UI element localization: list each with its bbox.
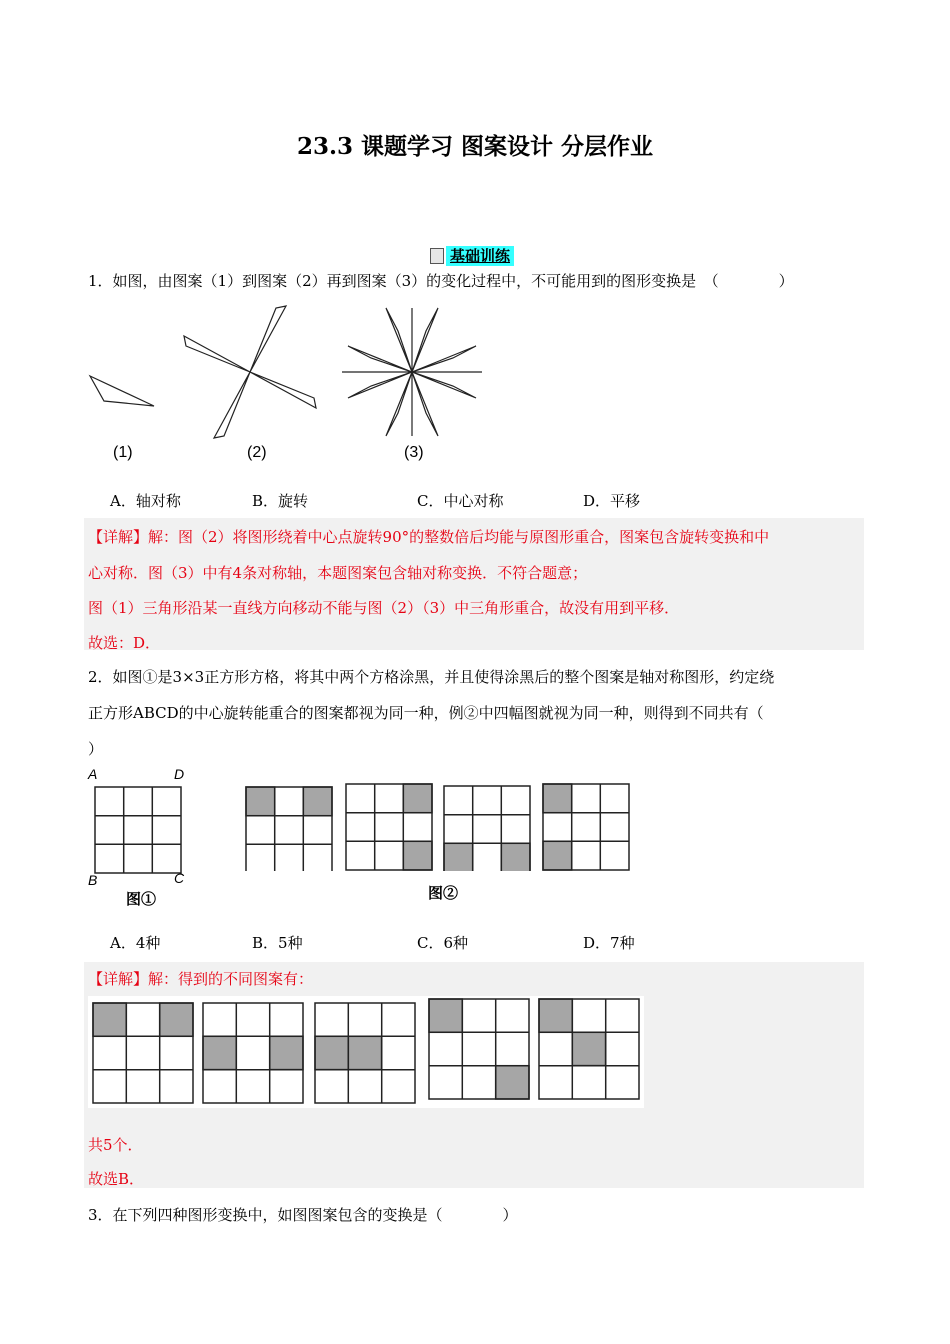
q2-answer-total: 共5个． [88, 1136, 143, 1154]
q1-option-d: D．平移 [583, 492, 641, 510]
corner-label-a: A [88, 766, 98, 782]
q1-fig-label-2: (2) [247, 444, 267, 461]
q2-stem-line-3: ） [88, 740, 104, 758]
q1-answer-line-4: 故选：D． [88, 634, 161, 652]
q1-fig1-triangle [90, 376, 154, 406]
q2-fig1-grid [94, 786, 182, 874]
q1-option-a: A．轴对称 [110, 492, 181, 510]
corner-label-c: C [174, 870, 185, 886]
section-badge [430, 245, 514, 267]
q2-fig2-grid-1 [246, 787, 332, 871]
q1-answer-line-3: 图（1）三角形沿某一直线方向移动不能与图（2）（3）中三角形重合，故没有用到平移． [88, 599, 680, 617]
corner-label-b: B [88, 872, 98, 888]
q2-fig2-grid-2 [346, 784, 432, 870]
q1-fig3-star [342, 308, 482, 436]
q1-answer-tag: 【详解】 [88, 528, 149, 546]
corner-label-d: D [174, 766, 185, 782]
q1-option-b: B．旋转 [252, 492, 309, 510]
section-label: 基础训练 [446, 246, 514, 266]
q2-answer-grids [88, 996, 644, 1108]
page-title: 23.3 课题学习 图案设计 分层作业 [296, 133, 654, 160]
q2-stem-line-2: 正方形ABCD的中心旋转能重合的图案都视为同一种，例②中四幅图就视为同一种，则得到不同共有（ [88, 704, 764, 722]
q2-fig2-grid-4 [543, 784, 629, 870]
q2-option-d: D．7种 [583, 934, 635, 952]
q1-answer-line-1: 解：图（2）将图形绕着中心点旋转90°的整数倍后均能与原图形重合，图案包含旋转变换和中 [148, 528, 770, 546]
q2-fig2-label: 图② [428, 885, 459, 902]
q2-answer-intro: 解：得到的不同图案有： [148, 970, 314, 988]
q2-fig2-grid-3 [444, 786, 530, 871]
q2-answer-block [84, 962, 864, 1188]
q1-option-c: C．中心对称 [417, 492, 504, 510]
badge-box-icon [430, 248, 444, 264]
q1-answer-line-2: 心对称．图（3）中有4条对称轴，本题图案包含轴对称变换．不符合题意； [88, 564, 588, 582]
q2-option-a: A．4种 [110, 934, 161, 952]
q1-fig-label-3: (3) [404, 444, 424, 461]
q1-stem: 1．如图，由图案（1）到图案（2）再到图案（3）的变化过程中，不可能用到的图形变换是 （ ） [88, 272, 794, 290]
q2-fig2-grids [244, 783, 634, 871]
q2-option-c: C．6种 [417, 934, 469, 952]
q1-answer-block [84, 518, 864, 650]
q2-answer-choice: 故选B． [88, 1170, 145, 1188]
q1-fig-label-1: (1) [113, 444, 133, 461]
q1-figure [80, 300, 500, 470]
q2-answer-tag: 【详解】 [88, 970, 149, 988]
q2-option-b: B．5种 [252, 934, 303, 952]
q1-fig2-pinwheel [184, 306, 316, 438]
q2-fig1-label: 图① [126, 891, 157, 908]
q2-stem-line-1: 2．如图①是3×3正方形方格，将其中两个方格涂黑，并且使得涂黑后的整个图案是轴对称图形，约定绕 [88, 668, 775, 686]
q3-stem: 3．在下列四种图形变换中，如图图案包含的变换是（ ） [88, 1206, 518, 1224]
